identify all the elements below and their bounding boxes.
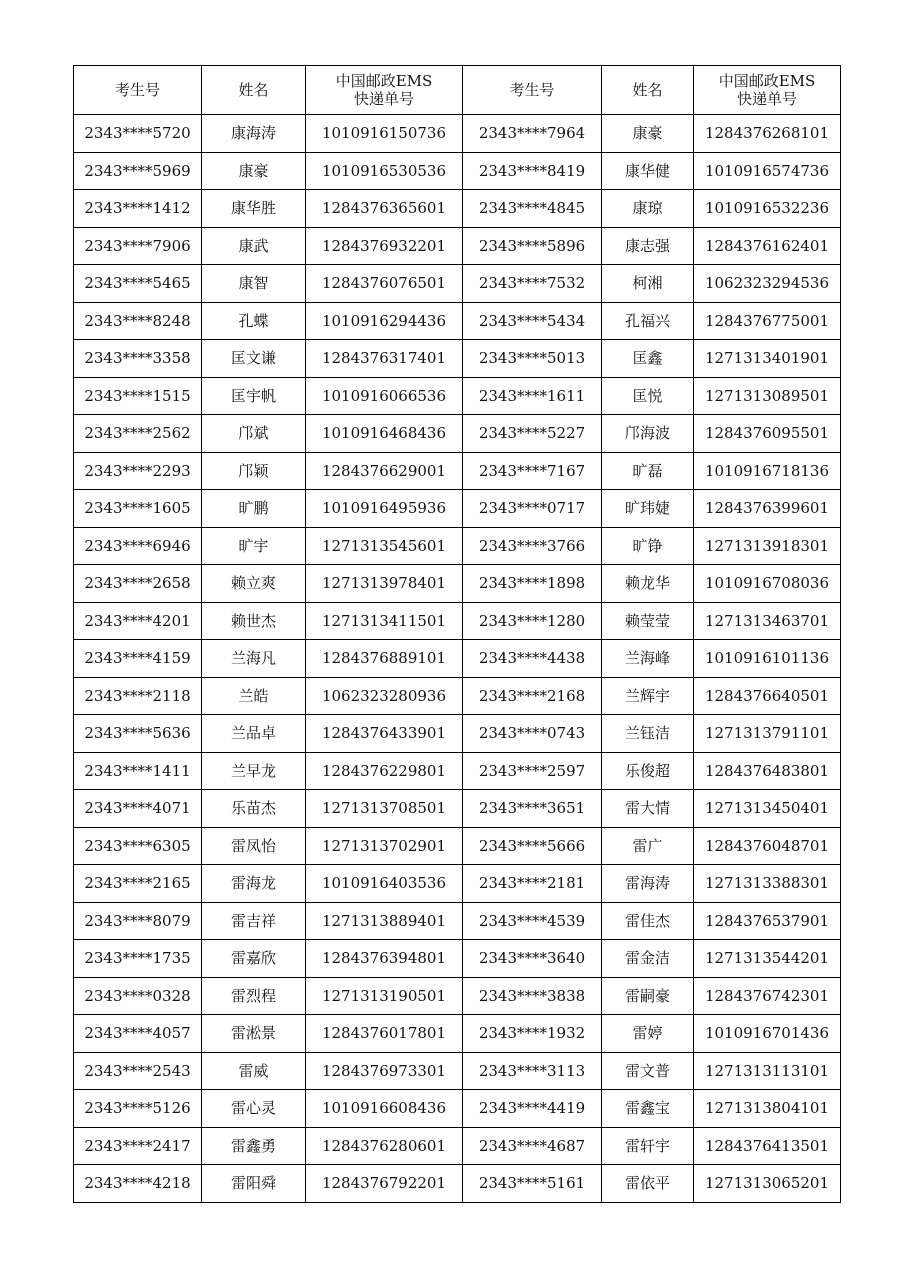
- candidate-id-right: 2343****2181: [463, 865, 602, 903]
- table-row: [74, 715, 841, 753]
- table-row: [74, 902, 841, 940]
- ems-number-left: 1284376394801: [306, 940, 463, 978]
- name-left: 匡文谦: [202, 340, 306, 378]
- table-row: [74, 602, 841, 640]
- candidate-id-left: 2343****4071: [74, 790, 202, 828]
- name-left: 雷阳舜: [202, 1165, 306, 1203]
- shipping-table-container: [73, 65, 840, 1203]
- ems-number-left: 1284376017801: [306, 1015, 463, 1053]
- name-right: 雷海涛: [602, 865, 694, 903]
- candidate-id-right: 2343****4687: [463, 1127, 602, 1165]
- name-left: 雷淞景: [202, 1015, 306, 1053]
- header-ems-line2: 快递单号: [353, 90, 414, 108]
- candidate-id-left: 2343****1412: [74, 190, 202, 228]
- table-row: [74, 340, 841, 378]
- header-ems-line1: 中国邮政EMS: [335, 72, 433, 90]
- candidate-id-left: 2343****5465: [74, 265, 202, 303]
- name-right: 孔福兴: [602, 302, 694, 340]
- candidate-id-left: 2343****0328: [74, 977, 202, 1015]
- name-right: 雷依平: [602, 1165, 694, 1203]
- candidate-id-right: 2343****3651: [463, 790, 602, 828]
- header-ems-right: [694, 66, 841, 115]
- ems-number-left: 1271313708501: [306, 790, 463, 828]
- ems-number-left: 1271313190501: [306, 977, 463, 1015]
- candidate-id-right: 2343****2597: [463, 752, 602, 790]
- ems-number-left: 1010916294436: [306, 302, 463, 340]
- name-right: 雷金洁: [602, 940, 694, 978]
- candidate-id-left: 2343****4057: [74, 1015, 202, 1053]
- ems-number-right: 1010916718136: [694, 452, 841, 490]
- candidate-id-left: 2343****6946: [74, 527, 202, 565]
- candidate-id-left: 2343****2293: [74, 452, 202, 490]
- candidate-id-right: 2343****5013: [463, 340, 602, 378]
- candidate-id-left: 2343****2543: [74, 1052, 202, 1090]
- candidate-id-right: 2343****1280: [463, 602, 602, 640]
- ems-number-left: 1284376280601: [306, 1127, 463, 1165]
- candidate-id-left: 2343****1411: [74, 752, 202, 790]
- table-row: [74, 865, 841, 903]
- table-row: [74, 1015, 841, 1053]
- candidate-id-right: 2343****7964: [463, 115, 602, 153]
- name-left: 康豪: [202, 152, 306, 190]
- ems-number-right: 1271313388301: [694, 865, 841, 903]
- candidate-id-right: 2343****1611: [463, 377, 602, 415]
- table-row: [74, 377, 841, 415]
- candidate-id-left: 2343****5720: [74, 115, 202, 153]
- name-right: 康志强: [602, 227, 694, 265]
- table-row: [74, 452, 841, 490]
- header-ems-left: [306, 66, 463, 115]
- table-row: [74, 302, 841, 340]
- name-right: 康豪: [602, 115, 694, 153]
- name-left: 雷心灵: [202, 1090, 306, 1128]
- name-left: 雷凤怡: [202, 827, 306, 865]
- ems-number-right: 1010916532236: [694, 190, 841, 228]
- ems-number-right: 1284376742301: [694, 977, 841, 1015]
- table-row: [74, 940, 841, 978]
- name-left: 雷威: [202, 1052, 306, 1090]
- name-right: 雷轩宇: [602, 1127, 694, 1165]
- candidate-id-right: 2343****7532: [463, 265, 602, 303]
- ems-number-right: 1010916701436: [694, 1015, 841, 1053]
- ems-number-left: 1010916403536: [306, 865, 463, 903]
- table-row: [74, 677, 841, 715]
- name-left: 康华胜: [202, 190, 306, 228]
- name-right: 雷佳杰: [602, 902, 694, 940]
- name-right: 雷广: [602, 827, 694, 865]
- name-left: 兰品卓: [202, 715, 306, 753]
- ems-number-left: 1284376317401: [306, 340, 463, 378]
- candidate-id-right: 2343****8419: [463, 152, 602, 190]
- ems-number-right: 1284376483801: [694, 752, 841, 790]
- header-name-left: 姓名: [202, 66, 306, 115]
- candidate-id-right: 2343****1898: [463, 565, 602, 603]
- ems-number-right: 1284376640501: [694, 677, 841, 715]
- ems-number-right: 1271313401901: [694, 340, 841, 378]
- ems-number-right: 1062323294536: [694, 265, 841, 303]
- candidate-id-left: 2343****6305: [74, 827, 202, 865]
- ems-number-right: 1271313918301: [694, 527, 841, 565]
- name-left: 匡宇帆: [202, 377, 306, 415]
- candidate-id-right: 2343****4419: [463, 1090, 602, 1128]
- ems-number-right: 1284376413501: [694, 1127, 841, 1165]
- ems-number-left: 1284376932201: [306, 227, 463, 265]
- candidate-id-right: 2343****3113: [463, 1052, 602, 1090]
- name-left: 雷鑫勇: [202, 1127, 306, 1165]
- header-candidate-id-right: 考生号: [463, 66, 602, 115]
- ems-number-right: 1284376399601: [694, 490, 841, 528]
- candidate-id-left: 2343****7906: [74, 227, 202, 265]
- ems-number-right: 1271313463701: [694, 602, 841, 640]
- header-ems-line2: 快递单号: [736, 90, 797, 108]
- name-right: 康琼: [602, 190, 694, 228]
- candidate-id-left: 2343****5636: [74, 715, 202, 753]
- candidate-id-left: 2343****2118: [74, 677, 202, 715]
- table-row: [74, 527, 841, 565]
- ems-number-left: 1271313889401: [306, 902, 463, 940]
- table-row: [74, 152, 841, 190]
- ems-number-left: 1284376433901: [306, 715, 463, 753]
- candidate-id-right: 2343****0717: [463, 490, 602, 528]
- ems-number-right: 1284376537901: [694, 902, 841, 940]
- candidate-id-left: 2343****2417: [74, 1127, 202, 1165]
- ems-number-left: 1284376629001: [306, 452, 463, 490]
- candidate-id-left: 2343****1515: [74, 377, 202, 415]
- ems-number-right: 1271313113101: [694, 1052, 841, 1090]
- name-left: 康智: [202, 265, 306, 303]
- name-left: 兰早龙: [202, 752, 306, 790]
- candidate-id-right: 2343****5161: [463, 1165, 602, 1203]
- table-row: [74, 977, 841, 1015]
- name-right: 赖龙华: [602, 565, 694, 603]
- name-right: 邝海波: [602, 415, 694, 453]
- candidate-id-right: 2343****2168: [463, 677, 602, 715]
- table-row: [74, 752, 841, 790]
- ems-number-right: 1284376048701: [694, 827, 841, 865]
- name-left: 邝斌: [202, 415, 306, 453]
- candidate-id-right: 2343****3838: [463, 977, 602, 1015]
- table-row: [74, 190, 841, 228]
- candidate-id-left: 2343****8248: [74, 302, 202, 340]
- name-right: 匡鑫: [602, 340, 694, 378]
- name-left: 旷鹏: [202, 490, 306, 528]
- name-right: 雷婷: [602, 1015, 694, 1053]
- ems-number-left: 1010916530536: [306, 152, 463, 190]
- candidate-id-left: 2343****3358: [74, 340, 202, 378]
- name-left: 雷吉祥: [202, 902, 306, 940]
- table-row: [74, 827, 841, 865]
- table-row: [74, 790, 841, 828]
- ems-number-right: 1284376268101: [694, 115, 841, 153]
- table-row: [74, 490, 841, 528]
- candidate-id-right: 2343****5666: [463, 827, 602, 865]
- candidate-id-right: 2343****5227: [463, 415, 602, 453]
- ems-number-left: 1010916066536: [306, 377, 463, 415]
- name-left: 兰皓: [202, 677, 306, 715]
- name-left: 乐苗杰: [202, 790, 306, 828]
- ems-number-left: 1271313545601: [306, 527, 463, 565]
- ems-number-left: 1271313411501: [306, 602, 463, 640]
- candidate-id-right: 2343****4539: [463, 902, 602, 940]
- ems-number-right: 1271313544201: [694, 940, 841, 978]
- candidate-id-right: 2343****7167: [463, 452, 602, 490]
- ems-number-right: 1271313791101: [694, 715, 841, 753]
- ems-number-left: 1284376792201: [306, 1165, 463, 1203]
- candidate-id-right: 2343****4438: [463, 640, 602, 678]
- table-row: [74, 1052, 841, 1090]
- name-right: 雷嗣豪: [602, 977, 694, 1015]
- name-right: 兰海峰: [602, 640, 694, 678]
- ems-number-right: 1010916574736: [694, 152, 841, 190]
- candidate-id-left: 2343****4159: [74, 640, 202, 678]
- name-right: 旷玮婕: [602, 490, 694, 528]
- ems-number-right: 1284376162401: [694, 227, 841, 265]
- name-left: 兰海凡: [202, 640, 306, 678]
- table-row: [74, 227, 841, 265]
- ems-number-right: 1271313804101: [694, 1090, 841, 1128]
- header-candidate-id-left: 考生号: [74, 66, 202, 115]
- name-right: 乐俊超: [602, 752, 694, 790]
- ems-number-right: 1271313450401: [694, 790, 841, 828]
- candidate-id-left: 2343****4201: [74, 602, 202, 640]
- ems-number-left: 1284376889101: [306, 640, 463, 678]
- candidate-id-left: 2343****8079: [74, 902, 202, 940]
- name-left: 雷烈程: [202, 977, 306, 1015]
- table-row: [74, 640, 841, 678]
- name-left: 旷宇: [202, 527, 306, 565]
- name-right: 康华健: [602, 152, 694, 190]
- table-header: [74, 66, 841, 115]
- ems-number-left: 1284376365601: [306, 190, 463, 228]
- candidate-id-left: 2343****2165: [74, 865, 202, 903]
- table-row: [74, 1090, 841, 1128]
- ems-number-right: 1284376095501: [694, 415, 841, 453]
- name-right: 旷磊: [602, 452, 694, 490]
- ems-number-right: 1010916101136: [694, 640, 841, 678]
- table-row: [74, 1165, 841, 1203]
- candidate-id-right: 2343****3766: [463, 527, 602, 565]
- name-left: 邝颖: [202, 452, 306, 490]
- candidate-id-right: 2343****1932: [463, 1015, 602, 1053]
- ems-number-left: 1271313702901: [306, 827, 463, 865]
- name-left: 康武: [202, 227, 306, 265]
- candidate-id-right: 2343****0743: [463, 715, 602, 753]
- table-row: [74, 415, 841, 453]
- ems-number-left: 1284376973301: [306, 1052, 463, 1090]
- name-right: 雷鑫宝: [602, 1090, 694, 1128]
- candidate-id-right: 2343****5434: [463, 302, 602, 340]
- ems-number-left: 1284376229801: [306, 752, 463, 790]
- ems-number-right: 1284376775001: [694, 302, 841, 340]
- name-left: 康海涛: [202, 115, 306, 153]
- candidate-id-left: 2343****5969: [74, 152, 202, 190]
- name-right: 柯湘: [602, 265, 694, 303]
- name-left: 雷嘉欣: [202, 940, 306, 978]
- ems-number-left: 1010916608436: [306, 1090, 463, 1128]
- ems-number-left: 1271313978401: [306, 565, 463, 603]
- candidate-id-right: 2343****3640: [463, 940, 602, 978]
- table-row: [74, 565, 841, 603]
- candidate-id-left: 2343****2562: [74, 415, 202, 453]
- ems-number-left: 1284376076501: [306, 265, 463, 303]
- ems-number-right: 1271313065201: [694, 1165, 841, 1203]
- table-row: [74, 265, 841, 303]
- name-right: 兰辉宇: [602, 677, 694, 715]
- header-ems-line1: 中国邮政EMS: [718, 72, 816, 90]
- name-right: 赖莹莹: [602, 602, 694, 640]
- ems-number-right: 1010916708036: [694, 565, 841, 603]
- ems-number-right: 1271313089501: [694, 377, 841, 415]
- candidate-id-left: 2343****2658: [74, 565, 202, 603]
- ems-number-left: 1010916150736: [306, 115, 463, 153]
- name-right: 匡悦: [602, 377, 694, 415]
- candidate-id-left: 2343****1605: [74, 490, 202, 528]
- name-left: 赖立爽: [202, 565, 306, 603]
- name-left: 孔蝶: [202, 302, 306, 340]
- name-left: 雷海龙: [202, 865, 306, 903]
- name-left: 赖世杰: [202, 602, 306, 640]
- ems-tracking-table: [73, 65, 841, 1203]
- candidate-id-left: 2343****1735: [74, 940, 202, 978]
- header-row: [74, 66, 841, 115]
- candidate-id-left: 2343****5126: [74, 1090, 202, 1128]
- candidate-id-left: 2343****4218: [74, 1165, 202, 1203]
- ems-number-left: 1062323280936: [306, 677, 463, 715]
- ems-number-left: 1010916495936: [306, 490, 463, 528]
- name-right: 雷文普: [602, 1052, 694, 1090]
- name-right: 兰钰洁: [602, 715, 694, 753]
- name-right: 雷大情: [602, 790, 694, 828]
- candidate-id-right: 2343****5896: [463, 227, 602, 265]
- header-name-right: 姓名: [602, 66, 694, 115]
- candidate-id-right: 2343****4845: [463, 190, 602, 228]
- name-right: 旷铮: [602, 527, 694, 565]
- table-row: [74, 115, 841, 153]
- ems-number-left: 1010916468436: [306, 415, 463, 453]
- table-row: [74, 1127, 841, 1165]
- table-body: [74, 115, 841, 1203]
